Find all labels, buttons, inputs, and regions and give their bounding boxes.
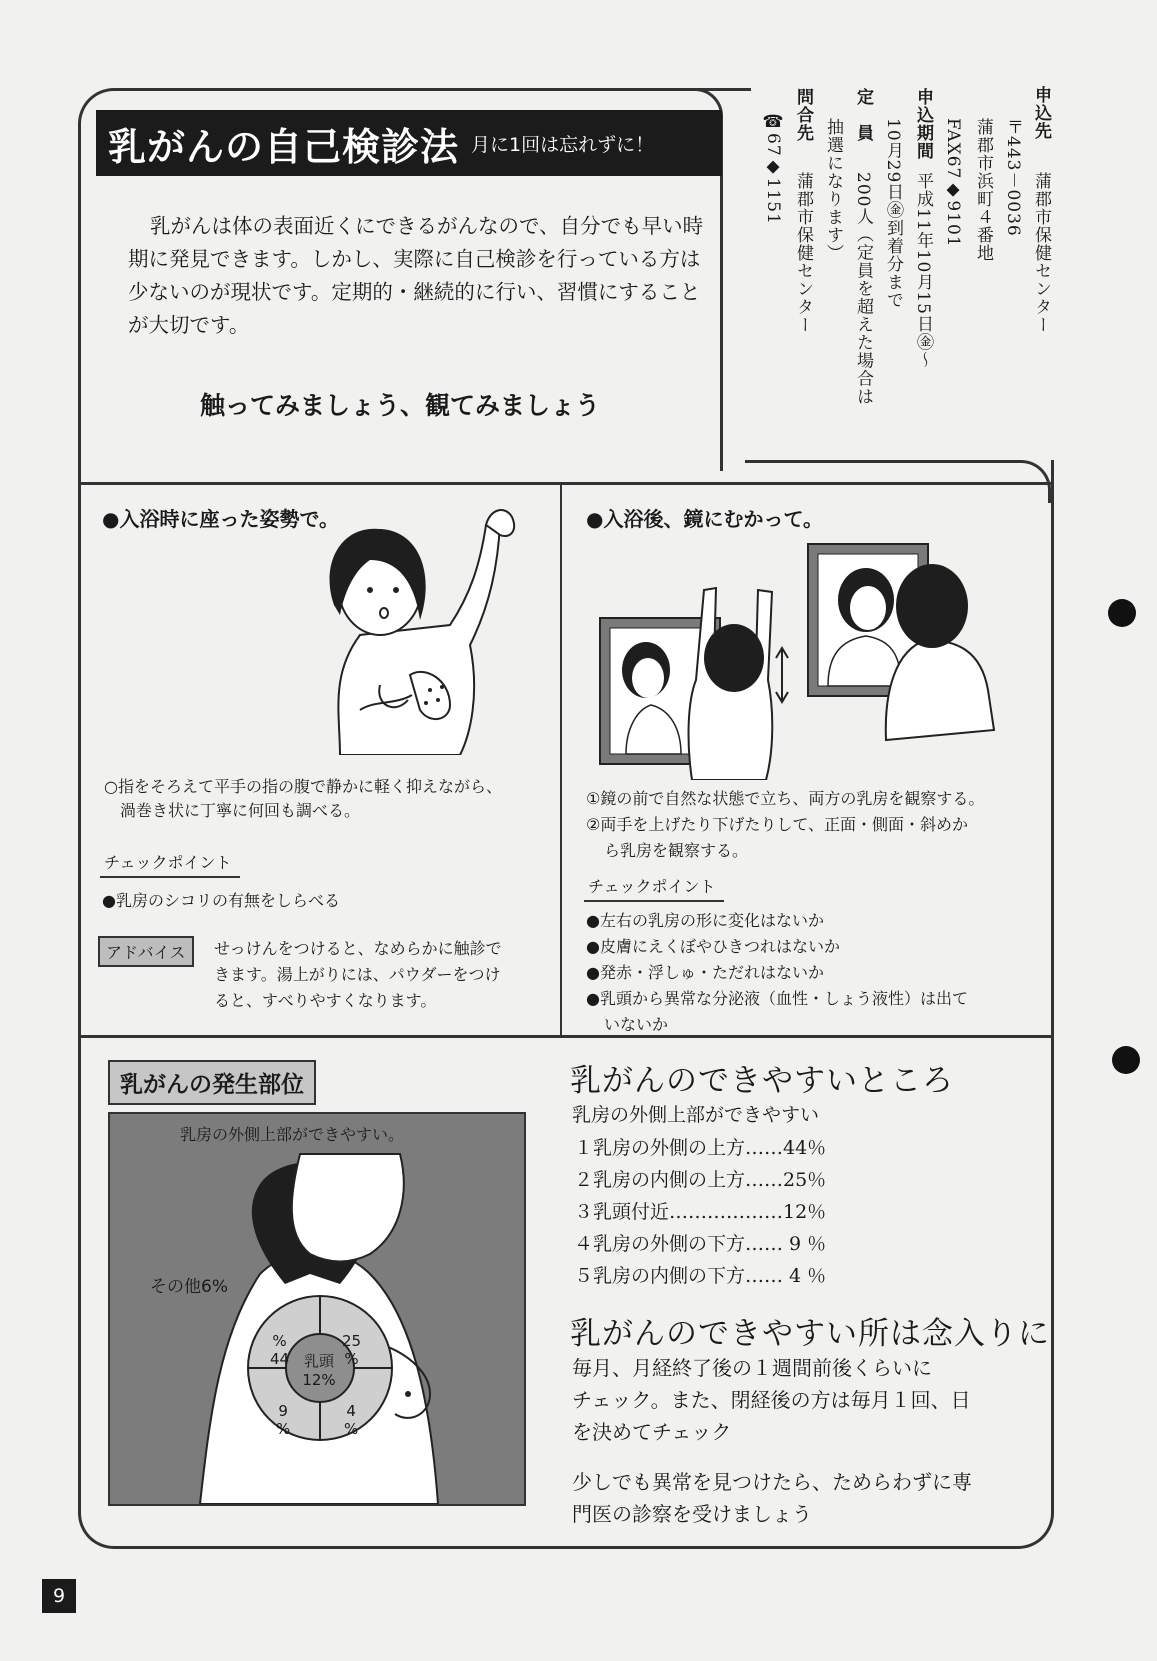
- careful-text-4: 少しでも異常を見つけたら、ためらわずに専: [572, 1470, 972, 1494]
- intro-text: 乳がんは体の表面近くにできるがんなので、自分でも早い時期に発見できます。しかし、実際に自己検診を行っている方は少ないのが現状です。定期的・継続的に行い、習慣にすることが大切です。: [128, 214, 704, 337]
- careful-text-1: 毎月、月経終了後の１週間前後くらいに: [572, 1356, 932, 1380]
- contact-name: 蒲郡市保健センター: [793, 172, 813, 334]
- mirror-check-4: ●乳頭から異常な分泌液（血性・しょう液性）は出て: [586, 989, 968, 1008]
- mirror-check-label: チェックポイント: [584, 874, 724, 902]
- sitting-illustration: [300, 505, 520, 755]
- advice-text-2: きます。湯上がりには、パウダーをつけ: [214, 965, 501, 984]
- capacity-text: 200人（定員を超えた場合は: [853, 172, 873, 406]
- apply-postal: 〒443－0036: [1003, 118, 1023, 237]
- prone-heading: 乳がんのできやすいところ: [570, 1063, 954, 1099]
- advice-text-3: ると、すべりやすくなります。: [214, 991, 437, 1010]
- prone-item-3: ３乳頭付近………………12％: [574, 1201, 827, 1223]
- careful-heading: 乳がんのできやすい所は念入りに: [570, 1316, 1050, 1352]
- mirror-step-2a: ②両手を上げたり下げたりして、正面・側面・斜めか: [586, 815, 969, 834]
- divider-bottom: [78, 1035, 1051, 1038]
- period-label: 申込期間: [913, 88, 933, 160]
- mirror-illustration: [596, 540, 1006, 780]
- apply-place-label: 申込先: [1031, 86, 1051, 140]
- quadrant-4: 4 %: [344, 1402, 359, 1438]
- sitting-instruction-2: 渦巻き状に丁寧に何回も調べる。: [120, 801, 361, 820]
- mirror-check-5: いないか: [604, 1015, 669, 1034]
- mirror-check-1: ●左右の乳房の形に変化はないか: [586, 911, 824, 930]
- page-number: 9: [42, 1579, 76, 1613]
- mirror-check-2: ●皮膚にえくぼやひきつれはないか: [586, 937, 840, 956]
- quadrant-9: 9 %: [276, 1402, 291, 1438]
- sitting-check-item: ●乳房のシコリの有無をしらべる: [102, 891, 340, 910]
- capacity-note: 抽選になります）: [823, 118, 843, 262]
- diagram-caption: 乳房の外側上部ができやすい。: [180, 1125, 405, 1144]
- punch-hole-2: [1112, 1046, 1140, 1074]
- advice-label: アドバイス: [98, 936, 194, 967]
- sitting-instruction-1: ○指をそろえて平手の指の腹で静かに軽く抑えながら、: [104, 777, 502, 796]
- careful-text-2: チェック。また、閉経後の方は毎月１回、日: [572, 1388, 971, 1412]
- apply-fax: FAX67◆9101: [943, 118, 963, 248]
- prone-item-1: １乳房の外側の上方……44％: [574, 1137, 827, 1159]
- contact-label: 問合先: [793, 88, 813, 142]
- advice-text-1: せっけんをつけると、なめらかに触診で: [214, 939, 502, 958]
- contact-tel: ☎67◆1151: [763, 112, 783, 225]
- careful-text-3: を決めてチェック: [572, 1420, 732, 1444]
- prone-item-5: ５乳房の内側の下方…… 4 ％: [574, 1265, 827, 1287]
- prone-item-4: ４乳房の外側の下方…… 9 ％: [574, 1233, 827, 1255]
- mirror-check-3: ●発赤・浮しゅ・ただれはないか: [586, 963, 824, 982]
- mirror-heading: ●入浴後、鏡にむかって。: [586, 507, 824, 531]
- title-banner: [96, 110, 722, 176]
- quadrant-25: 25 %: [342, 1332, 362, 1368]
- capacity-label: 定 員: [853, 88, 873, 142]
- prone-item-2: ２乳房の内側の上方……25％: [574, 1169, 827, 1191]
- apply-address: 蒲郡市浜町４番地: [973, 118, 993, 262]
- sitting-check-label: チェックポイント: [100, 850, 240, 878]
- other-pct: その他6%: [150, 1277, 228, 1297]
- quadrant-44: % 44: [270, 1332, 290, 1368]
- period-end: 10月29日㊎到着分まで: [883, 118, 903, 310]
- page-subtitle: 月に1回は忘れずに！: [471, 133, 655, 156]
- period-start: 平成11年10月15日㊎～: [913, 172, 933, 369]
- divider-top: [78, 482, 1051, 485]
- prone-subheading: 乳房の外側上部ができやすい: [572, 1104, 820, 1126]
- mirror-step-1: ①鏡の前で自然な状態で立ち、両方の乳房を観察する。: [586, 789, 985, 808]
- punch-hole-1: [1108, 599, 1136, 627]
- touch-heading: 触ってみましょう、観てみましょう: [199, 391, 600, 420]
- careful-text-5: 門医の診察を受けましょう: [572, 1502, 812, 1526]
- location-diagram: [108, 1112, 526, 1506]
- nipple-label: 乳頭 12%: [302, 1352, 336, 1389]
- mirror-step-2b: ら乳房を観察する。: [604, 841, 749, 860]
- location-label: 乳がんの発生部位: [108, 1060, 316, 1105]
- page-title: 乳がんの自己検診法: [108, 124, 460, 169]
- apply-place-name: 蒲郡市保健センター: [1031, 172, 1051, 334]
- sitting-heading: ●入浴時に座った姿勢で。: [102, 507, 340, 531]
- divider-vertical: [560, 484, 562, 1036]
